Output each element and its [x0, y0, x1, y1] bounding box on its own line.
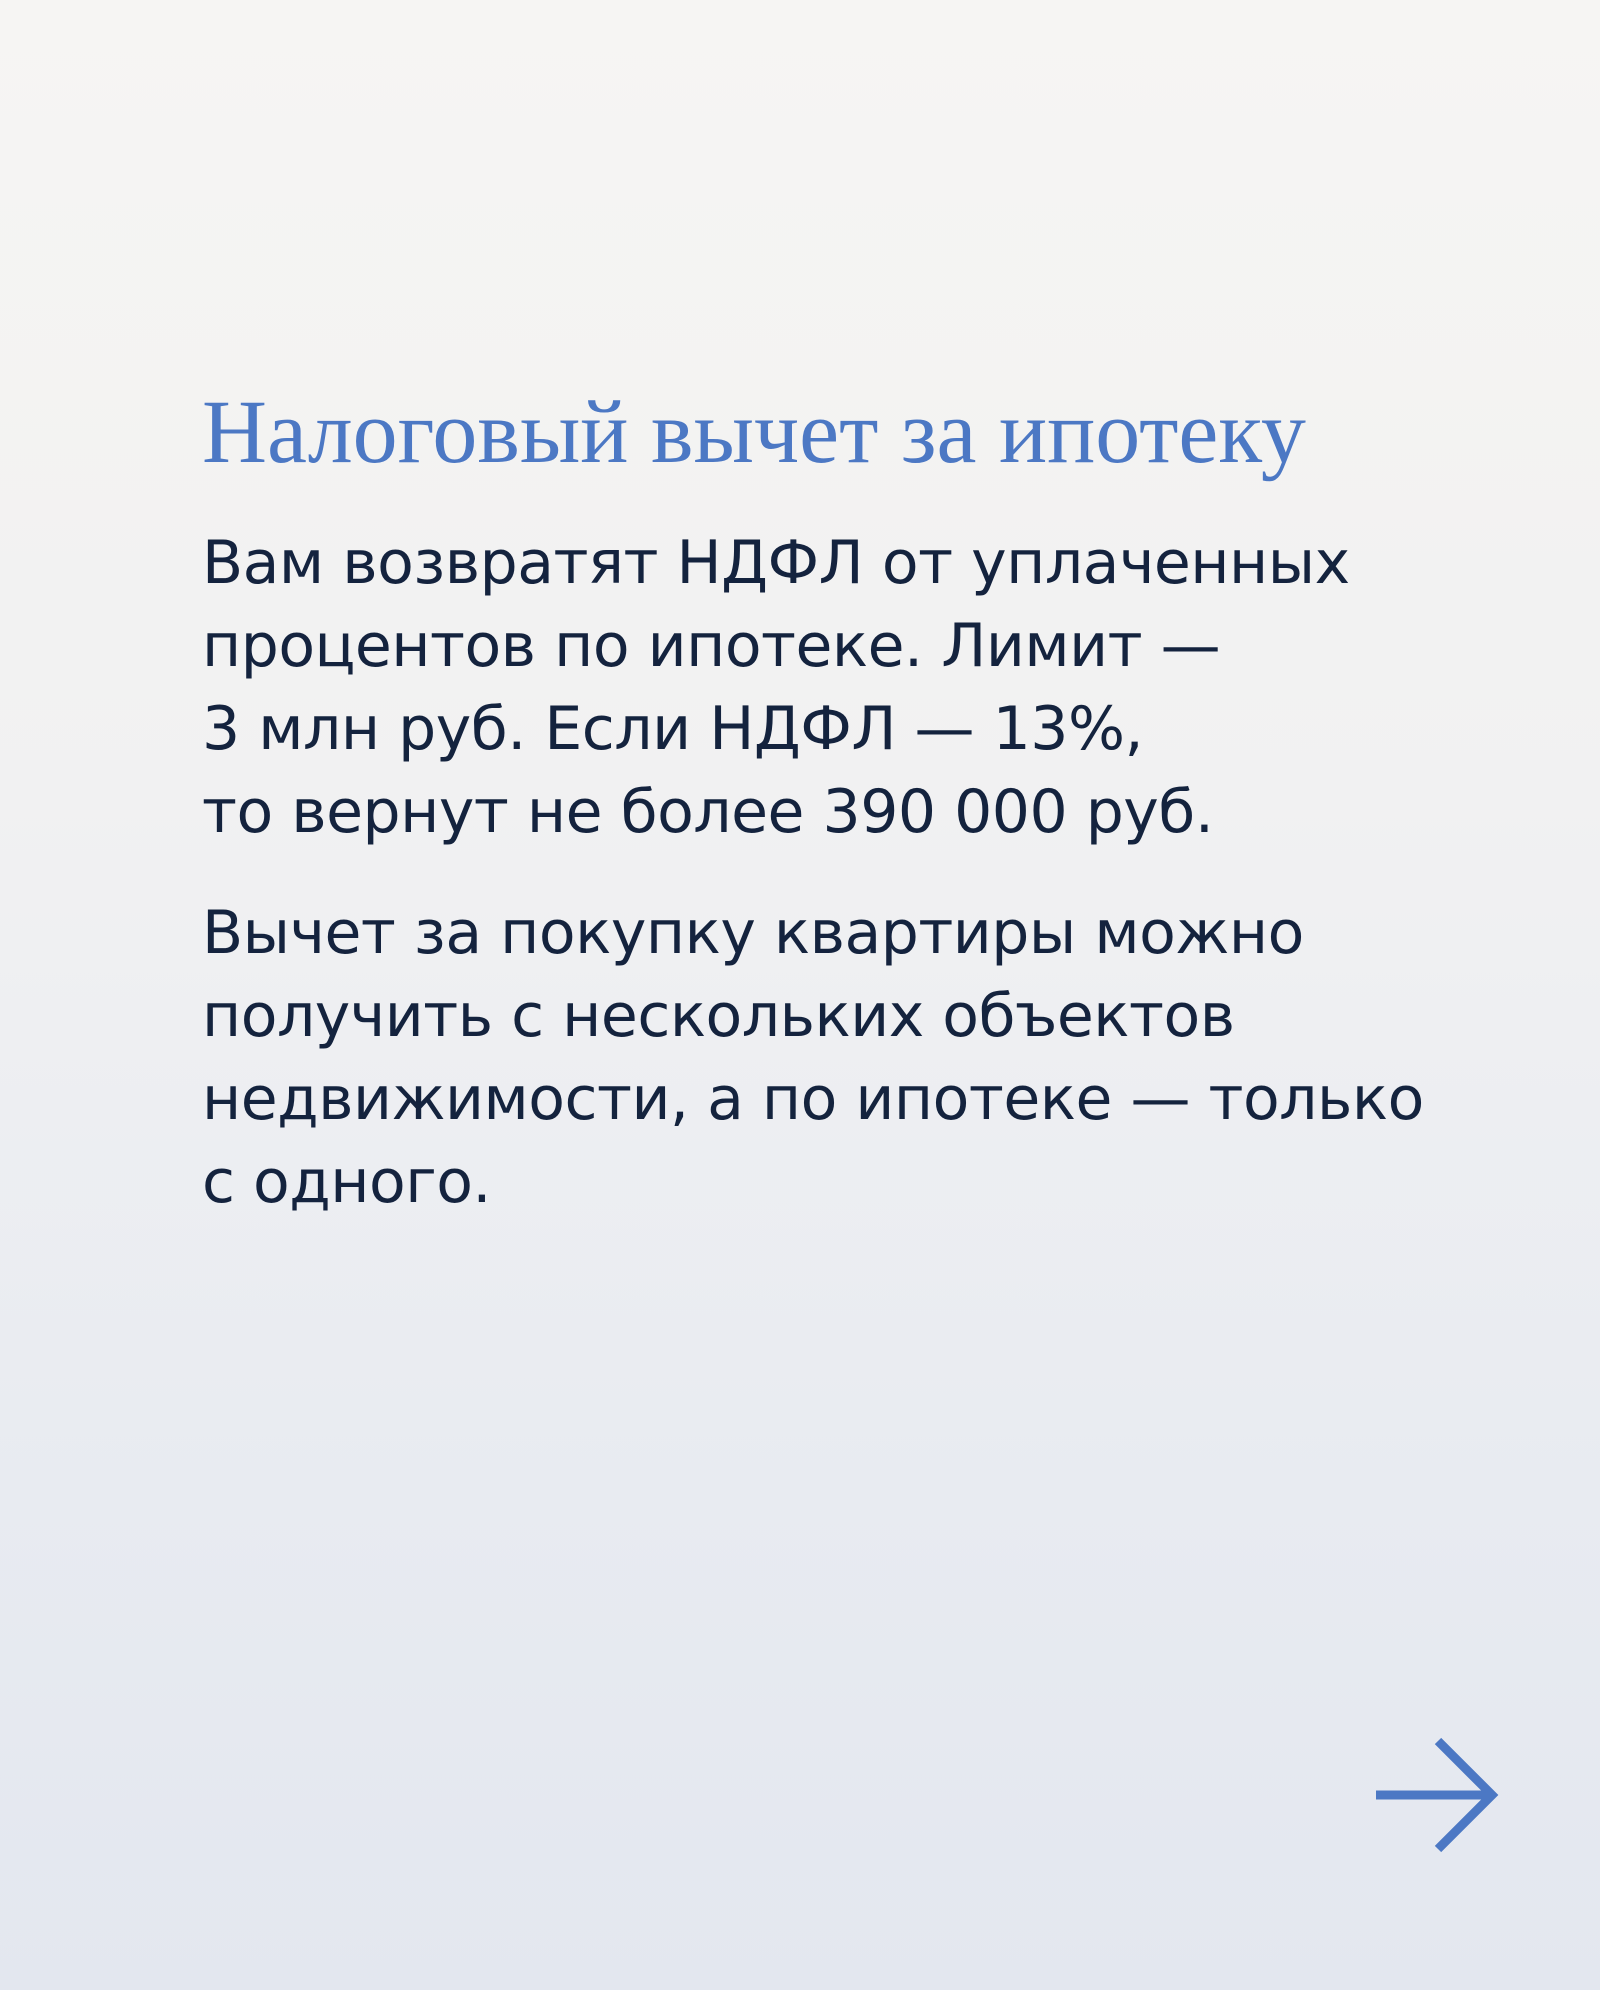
paragraph-multiple-properties: [202, 892, 1424, 1224]
paragraph-line: Вычет за покупку квартиры можно: [202, 898, 1304, 968]
paragraph-line: недвижимости, а по ипотеке — только: [202, 1064, 1424, 1134]
slide-title: Налоговый вычет за ипотеку: [202, 383, 1306, 482]
paragraph-line: Вам возвратят НДФЛ от уплаченных: [202, 528, 1350, 598]
arrow-right-icon: [1372, 1736, 1502, 1854]
paragraph-line: то вернут не более 390 000 руб.: [202, 777, 1214, 847]
paragraph-line: с одного.: [202, 1147, 491, 1217]
paragraph-line: получить с нескольких объектов: [202, 981, 1235, 1051]
paragraph-mortgage-interest-refund: [202, 522, 1350, 854]
next-slide-button[interactable]: [1372, 1736, 1502, 1854]
paragraph-line: процентов по ипотеке. Лимит —: [202, 611, 1221, 681]
paragraph-line: 3 млн руб. Если НДФЛ — 13%,: [202, 694, 1144, 764]
